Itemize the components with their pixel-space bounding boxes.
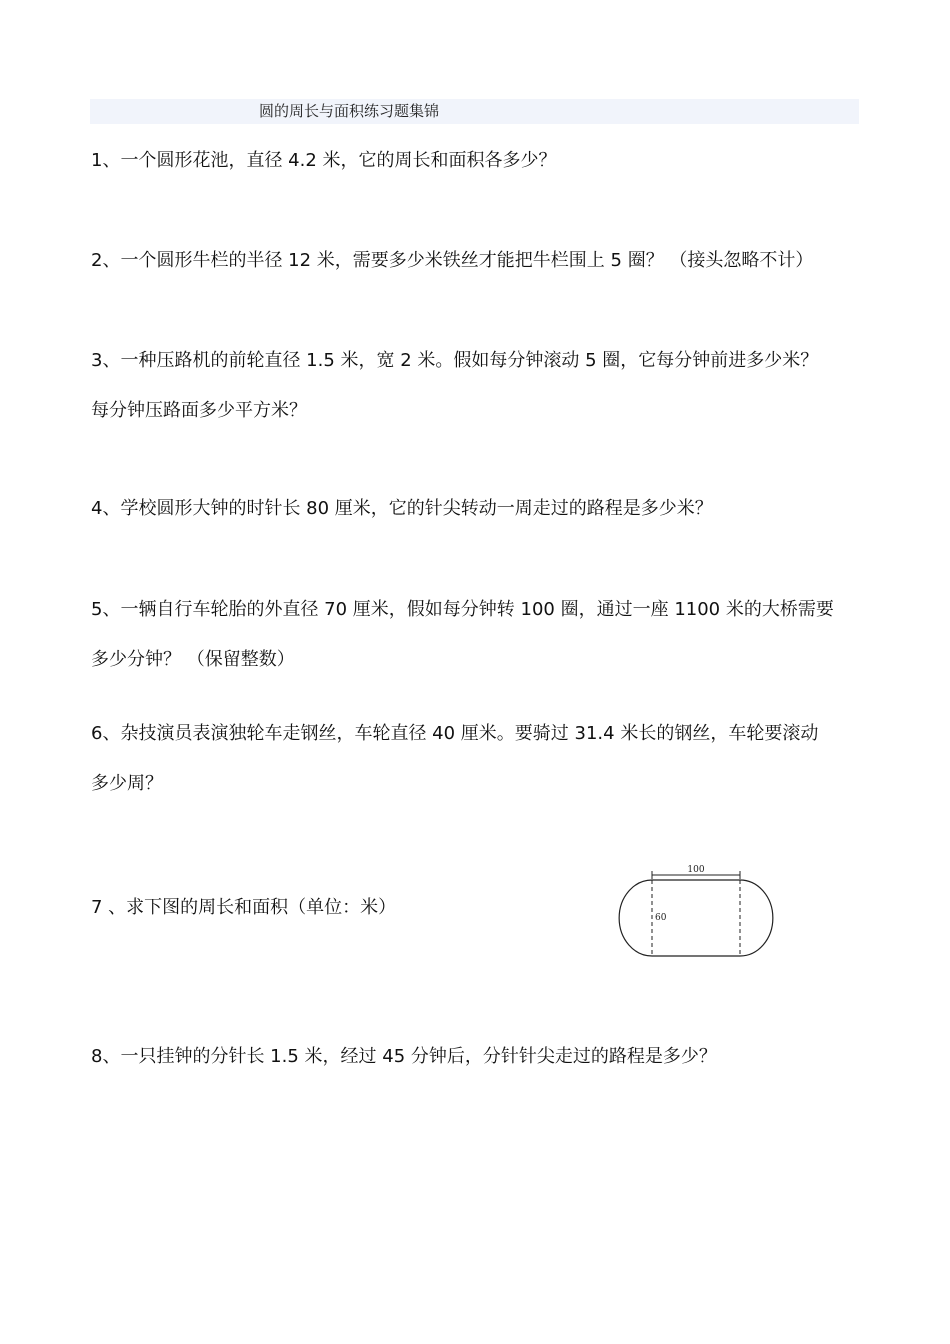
question-5-line-1: 5、一辆自行车轮胎的外直径 70 厘米，假如每分钟转 100 圈，通过一座 1100 米的大桥需要 [91,599,834,620]
question-6 [91,709,866,809]
question-2-line-1: 2、一个圆形牛栏的半径 12 米，需要多少米铁丝才能把牛栏围上 5 圈？ （接头忽略不计） [91,250,814,271]
question-3 [91,336,866,436]
question-8 [91,1032,866,1082]
title-bar [90,99,859,124]
question-8-line-1: 8、一只挂钟的分针长 1.5 米，经过 45 分钟后，分针针尖走过的路程是多少？ [91,1046,717,1067]
figure-top-label: 100 [687,865,705,875]
question-3-line-1: 3、一种压路机的前轮直径 1.5 米，宽 2 米。假如每分钟滚动 5 圈，它每分钟前进多少米？ [91,350,819,371]
question-2 [91,236,866,286]
question-4-line-1: 4、学校圆形大钟的时针长 80 厘米，它的针尖转动一周走过的路程是多少米？ [91,498,713,519]
stadium-shape-figure [612,860,782,965]
question-1-line-1: 1、一个圆形花池，直径 4.2 米，它的周长和面积各多少？ [91,150,557,171]
stadium-outline [619,880,773,956]
question-3-line-2: 每分钟压路面多少平方米？ [91,400,307,421]
question-4 [91,484,866,534]
question-6-line-2: 多少周？ [91,773,163,794]
question-5-line-2: 多少分钟？ （保留整数） [91,649,295,670]
question-6-line-1: 6、杂技演员表演独轮车走钢丝，车轮直径 40 厘米。要骑过 31.4 米长的钢丝，车轮要滚动 [91,723,819,744]
page-title: 圆的周长与面积练习题集锦 [259,102,440,120]
question-7-line-1: 7 、求下图的周长和面积（单位：米） [91,897,397,918]
stadium-shape-svg [612,860,782,965]
question-5 [91,585,866,685]
figure-side-label: 60 [655,913,667,923]
question-1 [91,136,866,186]
